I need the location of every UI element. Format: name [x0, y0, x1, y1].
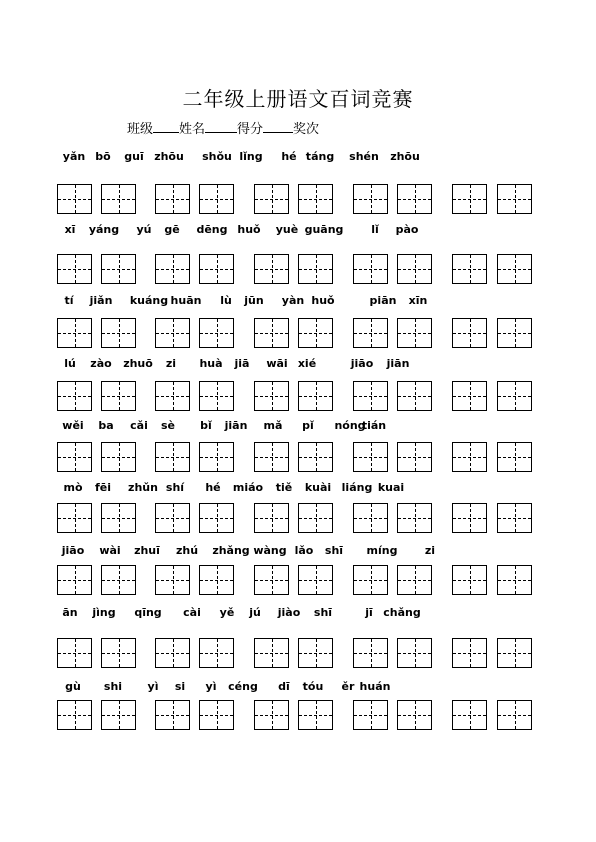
pinyin-syllable: yǎn [62, 150, 86, 163]
pinyin-syllable: hé [281, 150, 297, 163]
pinyin-syllable: shi [103, 680, 123, 693]
pinyin-syllable: zi [165, 357, 177, 370]
tian-zi-ge-cell[interactable] [254, 381, 289, 411]
tian-zi-ge-cell[interactable] [298, 565, 333, 595]
tian-zi-ge-cell[interactable] [497, 442, 532, 472]
pinyin-syllable: yì [205, 680, 217, 693]
pinyin-syllable: shí [165, 481, 185, 494]
pinyin-syllable: kuai [377, 481, 405, 494]
tian-zi-ge-cell[interactable] [199, 565, 234, 595]
pinyin-syllable: huǒ [237, 223, 261, 236]
tian-zi-ge-cell[interactable] [101, 565, 136, 595]
pinyin-syllable: wàng [253, 544, 287, 557]
tian-zi-ge-cell[interactable] [298, 318, 333, 348]
pinyin-syllable: zhú [175, 544, 199, 557]
pinyin-syllable: xīn [408, 294, 428, 307]
tian-zi-ge-cell[interactable] [199, 638, 234, 668]
pinyin-syllable: zi [424, 544, 436, 557]
pinyin-row [0, 223, 596, 239]
writing-grid-row [0, 442, 596, 474]
pinyin-syllable: jiān [224, 419, 248, 432]
tian-zi-ge-cell[interactable] [101, 700, 136, 730]
pinyin-syllable: huán [359, 680, 391, 693]
pinyin-syllable: chǎng [383, 606, 421, 619]
tian-zi-ge-cell[interactable] [397, 565, 432, 595]
tian-zi-ge-cell[interactable] [452, 442, 487, 472]
pinyin-syllable: shǒu [202, 150, 232, 163]
tian-zi-ge-cell[interactable] [397, 503, 432, 533]
pinyin-syllable: jiào [277, 606, 301, 619]
pinyin-syllable: cài [183, 606, 201, 619]
tian-zi-ge-cell[interactable] [254, 700, 289, 730]
tian-zi-ge-cell[interactable] [397, 442, 432, 472]
tian-zi-ge-cell[interactable] [497, 381, 532, 411]
pinyin-syllable: yì [147, 680, 159, 693]
pinyin-syllable: zhuī [134, 544, 160, 557]
pinyin-syllable: qīng [134, 606, 162, 619]
tian-zi-ge-cell[interactable] [101, 318, 136, 348]
pinyin-syllable: lǐng [239, 150, 263, 163]
tian-zi-ge-cell[interactable] [155, 503, 190, 533]
writing-grid-row [0, 254, 596, 286]
score-label: 得分 [237, 122, 264, 137]
tian-zi-ge-cell[interactable] [497, 503, 532, 533]
pinyin-syllable: zhōu [154, 150, 184, 163]
tian-zi-ge-cell[interactable] [497, 184, 532, 214]
pinyin-syllable: jiā [234, 357, 250, 370]
pinyin-syllable: yàn [281, 294, 305, 307]
pinyin-syllable: míng [366, 544, 398, 557]
writing-grid-row [0, 503, 596, 535]
name-blank[interactable] [205, 120, 237, 133]
tian-zi-ge-cell[interactable] [497, 318, 532, 348]
pinyin-syllable: pǐ [302, 419, 314, 432]
tian-zi-ge-cell[interactable] [101, 638, 136, 668]
tian-zi-ge-cell[interactable] [199, 254, 234, 284]
pinyin-row [0, 606, 596, 622]
tian-zi-ge-cell[interactable] [155, 254, 190, 284]
pinyin-row [0, 357, 596, 373]
tian-zi-ge-cell[interactable] [199, 503, 234, 533]
tian-zi-ge-cell[interactable] [452, 318, 487, 348]
pinyin-syllable: táng [305, 150, 335, 163]
pinyin-syllable: nóng [334, 419, 366, 432]
tian-zi-ge-cell[interactable] [397, 254, 432, 284]
tian-zi-ge-cell[interactable] [57, 184, 92, 214]
pinyin-syllable: mǎ [263, 419, 283, 432]
writing-grid-row [0, 638, 596, 670]
tian-zi-ge-cell[interactable] [57, 254, 92, 284]
writing-grid-row [0, 184, 596, 216]
tian-zi-ge-cell[interactable] [397, 381, 432, 411]
tian-zi-ge-cell[interactable] [57, 318, 92, 348]
pinyin-syllable: ěr [341, 680, 355, 693]
pinyin-syllable: guāng [304, 223, 344, 236]
pinyin-syllable: zhuō [123, 357, 153, 370]
pinyin-syllable: fēi [94, 481, 112, 494]
tian-zi-ge-cell[interactable] [57, 638, 92, 668]
pinyin-row [0, 481, 596, 497]
pinyin-syllable: mò [63, 481, 83, 494]
tian-zi-ge-cell[interactable] [101, 442, 136, 472]
tian-zi-ge-cell[interactable] [497, 565, 532, 595]
pinyin-syllable: miáo [232, 481, 264, 494]
tian-zi-ge-cell[interactable] [254, 184, 289, 214]
pinyin-syllable: sè [160, 419, 176, 432]
tian-zi-ge-cell[interactable] [353, 565, 388, 595]
tian-zi-ge-cell[interactable] [199, 184, 234, 214]
pinyin-syllable: pào [395, 223, 419, 236]
pinyin-syllable: wāi [266, 357, 288, 370]
pinyin-syllable: lǐ [371, 223, 379, 236]
tian-zi-ge-cell[interactable] [452, 254, 487, 284]
tian-zi-ge-cell[interactable] [353, 638, 388, 668]
pinyin-syllable: si [174, 680, 186, 693]
pinyin-row [0, 680, 596, 696]
pinyin-syllable: dēng [196, 223, 228, 236]
tian-zi-ge-cell[interactable] [298, 184, 333, 214]
tian-zi-ge-cell[interactable] [397, 638, 432, 668]
tian-zi-ge-cell[interactable] [353, 442, 388, 472]
tian-zi-ge-cell[interactable] [397, 700, 432, 730]
pinyin-syllable: jiāo [61, 544, 85, 557]
award-label: 奖次 [293, 122, 320, 137]
pinyin-syllable: jú [249, 606, 261, 619]
pinyin-syllable: gù [65, 680, 81, 693]
page-title: 二年级上册语文百词竞赛 [182, 87, 414, 111]
tian-zi-ge-cell[interactable] [298, 442, 333, 472]
tian-zi-ge-cell[interactable] [397, 318, 432, 348]
pinyin-syllable: hé [205, 481, 221, 494]
pinyin-syllable: jiǎn [89, 294, 113, 307]
pinyin-syllable: liáng [341, 481, 373, 494]
tian-zi-ge-cell[interactable] [199, 318, 234, 348]
pinyin-syllable: yáng [88, 223, 120, 236]
pinyin-syllable: kuáng [129, 294, 169, 307]
pinyin-syllable: guī [124, 150, 144, 163]
tian-zi-ge-cell[interactable] [155, 638, 190, 668]
tian-zi-ge-cell[interactable] [452, 700, 487, 730]
tian-zi-ge-cell[interactable] [155, 184, 190, 214]
pinyin-syllable: jūn [244, 294, 264, 307]
writing-grid-row [0, 565, 596, 597]
tian-zi-ge-cell[interactable] [155, 442, 190, 472]
tian-zi-ge-cell[interactable] [353, 318, 388, 348]
pinyin-syllable: bǐ [200, 419, 212, 432]
writing-grid-row [0, 381, 596, 413]
tian-zi-ge-cell[interactable] [353, 184, 388, 214]
pinyin-syllable: jìng [92, 606, 116, 619]
tian-zi-ge-cell[interactable] [57, 442, 92, 472]
tian-zi-ge-cell[interactable] [155, 565, 190, 595]
tian-zi-ge-cell[interactable] [254, 565, 289, 595]
tian-zi-ge-cell[interactable] [397, 184, 432, 214]
tian-zi-ge-cell[interactable] [101, 381, 136, 411]
pinyin-syllable: xī [64, 223, 76, 236]
tian-zi-ge-cell[interactable] [353, 700, 388, 730]
pinyin-syllable: ba [98, 419, 114, 432]
pinyin-syllable: huān [170, 294, 202, 307]
pinyin-syllable: tóu [302, 680, 324, 693]
tian-zi-ge-cell[interactable] [155, 318, 190, 348]
pinyin-syllable: tián [361, 419, 387, 432]
score-blank[interactable] [263, 120, 293, 133]
tian-zi-ge-cell[interactable] [497, 700, 532, 730]
pinyin-syllable: zhǔn [128, 481, 158, 494]
tian-zi-ge-cell[interactable] [101, 184, 136, 214]
pinyin-syllable: jī [365, 606, 373, 619]
pinyin-syllable: dī [278, 680, 290, 693]
pinyin-syllable: gē [164, 223, 180, 236]
tian-zi-ge-cell[interactable] [57, 381, 92, 411]
pinyin-syllable: shī [324, 544, 344, 557]
pinyin-syllable: piān [369, 294, 397, 307]
pinyin-syllable: xié [297, 357, 317, 370]
tian-zi-ge-cell[interactable] [452, 503, 487, 533]
tian-zi-ge-cell[interactable] [497, 638, 532, 668]
tian-zi-ge-cell[interactable] [452, 184, 487, 214]
pinyin-syllable: lù [220, 294, 232, 307]
tian-zi-ge-cell[interactable] [254, 442, 289, 472]
tian-zi-ge-cell[interactable] [452, 638, 487, 668]
pinyin-syllable: wěi [62, 419, 84, 432]
pinyin-syllable: zào [90, 357, 112, 370]
name-label: 姓名 [179, 122, 206, 137]
tian-zi-ge-cell[interactable] [298, 381, 333, 411]
pinyin-syllable: jiān [386, 357, 410, 370]
pinyin-syllable: lǎo [294, 544, 314, 557]
pinyin-syllable: tí [64, 294, 74, 307]
pinyin-syllable: yú [136, 223, 152, 236]
pinyin-syllable: zhōu [390, 150, 420, 163]
tian-zi-ge-cell[interactable] [353, 503, 388, 533]
tian-zi-ge-cell[interactable] [452, 565, 487, 595]
pinyin-syllable: ān [62, 606, 78, 619]
tian-zi-ge-cell[interactable] [452, 381, 487, 411]
tian-zi-ge-cell[interactable] [199, 442, 234, 472]
pinyin-syllable: bō [95, 150, 111, 163]
pinyin-row [0, 544, 596, 560]
class-blank[interactable] [153, 120, 179, 133]
tian-zi-ge-cell[interactable] [298, 638, 333, 668]
tian-zi-ge-cell[interactable] [57, 700, 92, 730]
tian-zi-ge-cell[interactable] [497, 254, 532, 284]
pinyin-syllable: cǎi [130, 419, 148, 432]
tian-zi-ge-cell[interactable] [199, 700, 234, 730]
tian-zi-ge-cell[interactable] [57, 565, 92, 595]
tian-zi-ge-cell[interactable] [254, 638, 289, 668]
tian-zi-ge-cell[interactable] [353, 254, 388, 284]
tian-zi-ge-cell[interactable] [101, 503, 136, 533]
pinyin-syllable: yuè [275, 223, 299, 236]
tian-zi-ge-cell[interactable] [254, 503, 289, 533]
pinyin-syllable: huǒ [311, 294, 335, 307]
tian-zi-ge-cell[interactable] [298, 700, 333, 730]
pinyin-syllable: kuài [304, 481, 332, 494]
pinyin-syllable: shī [313, 606, 333, 619]
tian-zi-ge-cell[interactable] [57, 503, 92, 533]
pinyin-row [0, 294, 596, 310]
tian-zi-ge-cell[interactable] [298, 254, 333, 284]
tian-zi-ge-cell[interactable] [254, 254, 289, 284]
pinyin-syllable: yě [219, 606, 235, 619]
pinyin-syllable: lú [64, 357, 76, 370]
pinyin-syllable: wài [99, 544, 121, 557]
writing-grid-row [0, 318, 596, 350]
pinyin-syllable: shén [349, 150, 379, 163]
pinyin-syllable: tiě [275, 481, 293, 494]
tian-zi-ge-cell[interactable] [254, 318, 289, 348]
pinyin-syllable: jiāo [350, 357, 374, 370]
pinyin-syllable: zhǎng [212, 544, 250, 557]
tian-zi-ge-cell[interactable] [353, 381, 388, 411]
pinyin-row [0, 419, 596, 435]
pinyin-syllable: céng [228, 680, 258, 693]
class-label: 班级 [127, 122, 154, 137]
pinyin-row [0, 150, 596, 166]
pinyin-syllable: huà [199, 357, 223, 370]
tian-zi-ge-cell[interactable] [199, 381, 234, 411]
tian-zi-ge-cell[interactable] [155, 700, 190, 730]
tian-zi-ge-cell[interactable] [155, 381, 190, 411]
student-info-line [127, 118, 319, 137]
tian-zi-ge-cell[interactable] [101, 254, 136, 284]
writing-grid-row [0, 700, 596, 732]
tian-zi-ge-cell[interactable] [298, 503, 333, 533]
